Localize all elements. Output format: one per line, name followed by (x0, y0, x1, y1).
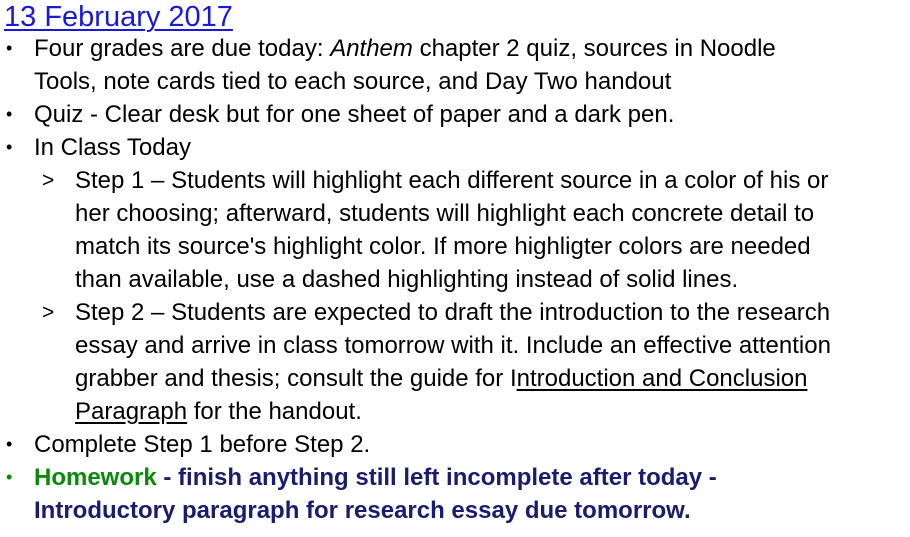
item-line: Four grades are due today: Anthem chapter 2 quiz, sources in Noodle (34, 35, 776, 62)
step-line: grabber and thesis; consult the guide for Introduction and Conclusion (75, 365, 808, 392)
homework-text (34, 461, 717, 527)
step-line: than available, use a dashed highlighting instead of solid lines. (75, 266, 739, 293)
guide-link[interactable]: Paragraph (75, 398, 188, 425)
bullet-icon: • (6, 104, 13, 124)
bullet-icon: • (6, 38, 13, 58)
step-line: essay and arrive in class tomorrow with it. Include an effective attention (75, 332, 831, 359)
step-line: Step 1 – Students will highlight each different source in a color of his or (75, 167, 829, 194)
item-line: Tools, note cards tied to each source, and Day Two handout (34, 68, 672, 95)
homework-label: Homework (34, 464, 157, 491)
item-text: In Class Today (34, 134, 191, 161)
step-line: Step 2 – Students are expected to draft the introduction to the research (75, 299, 831, 326)
item-text (34, 32, 776, 98)
step-line: Paragraph for the handout. (75, 398, 362, 425)
step-text (75, 296, 831, 428)
item-text: Complete Step 1 before Step 2. (34, 431, 371, 458)
arrow-marker-icon: > (42, 169, 55, 192)
item-text: Quiz - Clear desk but for one sheet of paper and a dark pen. (34, 101, 675, 128)
homework-line: Introductory paragraph for research essay due tomorrow. (34, 497, 691, 524)
bullet-icon: • (6, 137, 13, 157)
book-title: Anthem (330, 35, 413, 62)
step-text (75, 164, 828, 296)
page-title[interactable]: 13 February 2017 (4, 1, 233, 33)
bullet-icon: • (6, 467, 13, 487)
guide-link[interactable]: ntroduction and Conclusion (516, 365, 808, 392)
step-line: match its source's highlight color. If more highligter colors are needed (75, 233, 811, 260)
step-line: her choosing; afterward, students will highlight each concrete detail to (75, 200, 815, 227)
bullet-icon: • (6, 434, 13, 454)
arrow-marker-icon: > (42, 301, 55, 324)
homework-line: Homework - finish anything still left incomplete after today - (34, 464, 717, 491)
